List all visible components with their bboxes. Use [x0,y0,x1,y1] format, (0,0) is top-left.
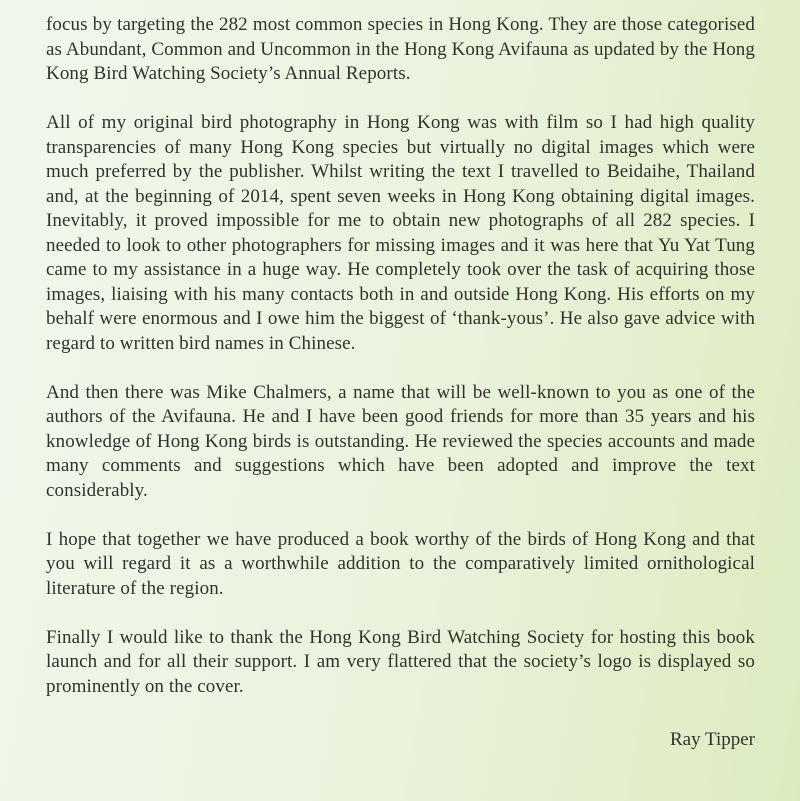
paragraph: focus by targeting the 282 most common species in Hong Kong. They are those categorised as Abundant, Common and Uncommon in the Hong Kong Avifauna as updated by the Hong Kong Bird Watching Society’s Annual Reports. [46,14,755,84]
signature: Ray Tipper [670,729,755,750]
paragraph: And then there was Mike Chalmers, a name that will be well-known to you as one of the authors of the Avifauna. He and I have been good friends for more than 35 years and his knowledge of Hong Kong birds is outstanding. He reviewed the species accounts and made many comments and suggestions which have been adopted and improve the text considerably. [46,381,755,501]
paragraph: All of my original bird photography in Hong Kong was with film so I had high quality transparencies of many Hong Kong species but virtually no digital images which were much preferred by the publisher. Whilst writing the text I travelled to Beidaihe, Thailand and, at the beginning of 2014, spent seven weeks in Hong Kong obtaining digital images. Inevitably, it proved impossible for me to obtain new photographs of all 282 species. I needed to look to other photographers for missing images and it was here that Yu Yat Tung came to my assistance in a huge way. He completely took over the task of acquiring those images, liaising with his many contacts both in and outside Hong Kong. His efforts on my behalf were enormous and I owe him the biggest of ‘thank-yous’. He also gave advice with regard to written bird names in Chinese. [46,112,755,354]
paragraph: I hope that together we have produced a book worthy of the birds of Hong Kong and that you will regard it as a worthwhile addition to the comparatively limited ornithological literature of the region. [46,528,755,599]
paragraph: Finally I would like to thank the Hong Kong Bird Watching Society for hosting this book launch and for all their support. I am very flattered that the society’s logo is displayed so prominently on the cover. [46,626,755,697]
